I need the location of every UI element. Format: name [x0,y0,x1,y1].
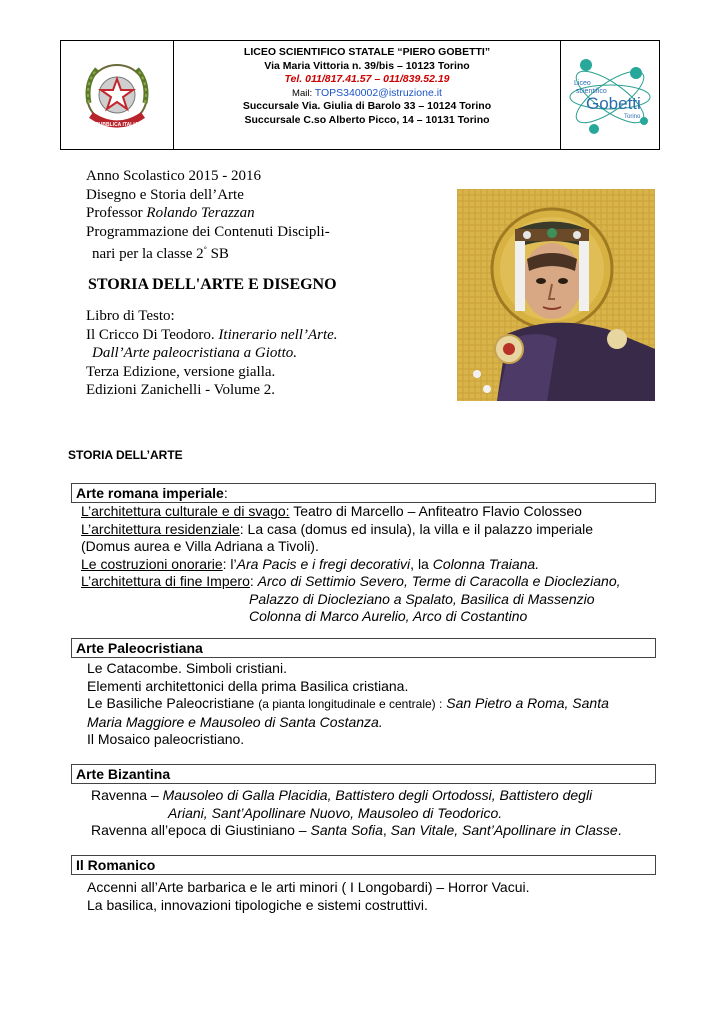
branch-giulia: Succursale Via. Giulia di Barolo 33 – 10124 Torino [242,100,492,112]
giustiniano-sep: , [382,822,391,838]
topic-cultural: L’architettura culturale e di svago: [81,503,290,519]
school-year: Anno Scolastico 2015 - 2016 [86,168,261,184]
box-title: Arte Bizantina [76,766,171,782]
degree-sup: ° [203,245,207,254]
logo-text-scientifico: scientifico [576,88,607,95]
section-heading: STORIA DELL’ARTE [68,448,183,462]
school-info [174,41,560,149]
program-class-text: nari per la classe 2 [92,246,204,262]
professor-label: Professor [86,205,147,221]
giustiniano-items: San Vitale, Sant’Apollinare in Classe [390,822,618,838]
romana-line-7 [81,608,661,626]
letterhead [60,40,660,150]
ravenna-label: Ravenna – [91,787,163,803]
content-arte-romana [81,503,661,626]
topic-residential-text: : La casa (domus ed insula), la villa e il palazzo imperiale [239,520,594,537]
paleo-line-5: Il Mosaico paleocristiano. [87,731,245,747]
content-arte-paleocristiana [87,660,661,749]
box-title: Arte Paleocristiana [76,640,203,656]
romana-line-6 [81,591,661,609]
justinian-mosaic-image [457,189,655,401]
giustiniano-label: Ravenna all’epoca di Giustiniano – [91,822,311,838]
logo-text-torino: Torino [624,114,641,120]
textbook-author: Il Cricco Di Teodoro. [86,326,219,343]
box-title: Arte romana imperiale [76,485,224,501]
school-address: Via Maria Vittoria n. 39/bis – 10123 Torino [264,59,470,72]
logo-text-gobetti: Gobetti [586,94,641,113]
topic-honorary-item2: Colonna Traiana. [432,555,540,572]
topic-cultural-text: Teatro di Marcello – Anfiteatro Flavio Colosseo [289,503,582,519]
ravenna-items-2: Ariani, Sant’Apollinare Nuovo, Mausoleo di Teodorico. [168,804,503,821]
emblem-ribbon-text: REPUBBLICA ITALIANA [88,122,146,128]
romanico-line-2: La basilica, innovazioni tipologiche e sistemi costruttivi. [87,896,428,913]
romana-line-5 [81,573,661,591]
content-il-romanico [87,879,661,914]
paleo-line-1: Le Catacombe. Simboli cristiani. [87,660,287,676]
topic-honorary-item1: Ara Pacis e i fregi decorativi [236,555,411,572]
topic-honorary-sep: : l’ [222,555,237,572]
box-arte-bizantina [71,764,656,784]
subject: Disegno e Storia dell’Arte [86,186,244,203]
school-name: LICEO SCIENTIFICO STATALE “PIERO GOBETTI” [243,46,491,58]
professor-name: Rolando Terazzan [146,205,255,221]
school-phone: Tel. 011/817.41.57 – 011/839.52.19 [284,73,450,85]
emblem-cell [61,41,174,149]
textbook-edition: Terza Edizione, versione gialla. [86,363,276,380]
gobetti-logo-icon [564,45,656,145]
mail-link[interactable]: TOPS340002@istruzione.it [314,86,442,99]
textbook-publisher: Edizioni Zanichelli - Volume 2. [86,382,275,398]
content-arte-bizantina [91,787,661,840]
textbook-label: Libro di Testo: [86,308,175,324]
basiliche-items-2: Maria Maggiore e Mausoleo di Santa Costanza. [87,713,383,730]
box-il-romanico [71,855,656,875]
topic-late-empire: L’architettura di fine Impero [81,573,250,589]
box-title: Il Romanico [76,857,156,873]
romana-line-3: (Domus aurea e Villa Adriana a Tivoli). [81,538,319,554]
italian-republic-emblem-icon [75,53,159,137]
logo-text-liceo: Liceo [574,80,591,87]
topic-honorary-sep2: , la [410,555,433,572]
program-line-1: Programmazione dei Contenuti Discipli- [86,223,330,240]
mail-line [174,87,560,101]
textbook-subtitle-text: Dall’Arte paleocristiana a Giotto. [92,345,297,361]
giustiniano-end: . [617,822,622,838]
romana-line-4 [81,556,661,574]
textbook-subtitle [86,344,416,363]
paleo-line-3 [87,695,661,714]
gobetti-logo-cell [560,41,659,149]
topic-residential: L’architettura residenziale [81,520,240,537]
topic-honorary: Le costruzioni onorarie [81,555,223,572]
box-arte-paleocristiana [71,638,656,658]
professor-line [86,204,406,223]
box-arte-romana [71,483,656,503]
ravenna-items: Mausoleo di Galla Placidia, Battistero degli Ortodossi, Battistero degli [162,787,593,803]
bizantina-line-3 [91,822,661,840]
branch-picco: Succursale C.so Alberto Picco, 14 – 10131 Torino [244,113,490,126]
bizantina-line-2 [91,805,661,823]
late-empire-items-2: Palazzo di Diocleziano a Spalato, Basilica di Massenzio [249,590,595,607]
mail-label: Mail: [292,87,313,99]
program-class-code: SB [206,246,229,262]
program-line-2 [86,241,406,264]
topic-late-empire-items: Arco di Settimio Severo, Terme di Caracolla e Diocleziano, [257,573,621,589]
basiliche-note: (a pianta longitudinale e centrale) : [258,697,443,711]
textbook-title [86,326,416,345]
romanico-line-1: Accenni all’Arte barbarica e le arti minori ( I Longobardi) – Horror Vacui. [87,879,530,895]
paleo-line-4 [87,714,661,732]
santa-sofia: Santa Sofia [310,822,383,838]
main-title: STORIA DELL'ARTE E DISEGNO [88,276,337,293]
title-colon: : [223,485,228,501]
textbook-info [86,307,416,400]
basiliche-items: San Pietro a Roma, Santa [442,695,609,711]
course-intro [86,167,406,264]
basiliche-label: Le Basiliche Paleocristiane [87,695,259,711]
romana-line-1 [81,503,661,521]
textbook-series: Itinerario nell’Arte. [218,326,338,343]
topic-late-empire-sep: : [249,573,258,589]
late-empire-items-3: Colonna di Marco Aurelio, Arco di Costantino [249,608,528,624]
bizantina-line-1 [91,787,661,805]
romana-line-2 [81,521,661,539]
paleo-line-2: Elementi architettonici della prima Basilica cristiana. [87,677,409,694]
